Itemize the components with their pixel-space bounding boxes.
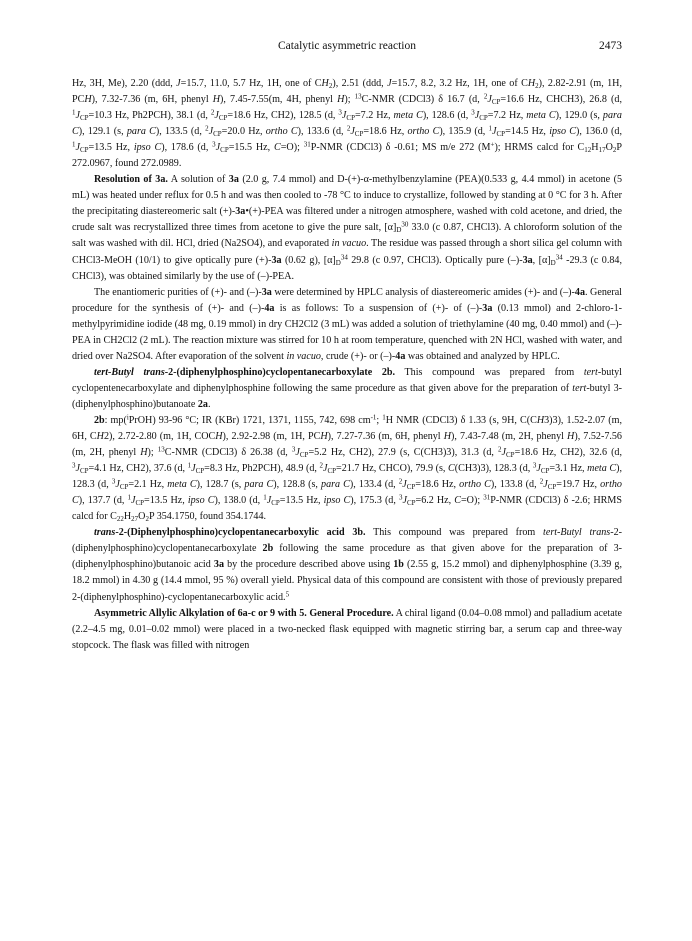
paragraph: trans-2-(Diphenylphosphino)cyclopentanecarboxylic acid 3b. This compound was prepared from tert-Butyl trans-2-(diphenylphosphino)cyclopentanecarboxylate 2b following the same procedure as that given above for the preparation of 3-(diphenylphosphino)butanoic acid 3a by the procedure described above using 1b (2.55 g, 15.2 mmol) and diphenylphosphine (3.39 g, 18.2 mmol) in 4.30 g (14.4 mmol, 95 %) overall yield. Physical data of this compound are consistent with those of previously prepared 2-(diphenylphosphino)-cyclopentanecarboxylic acid.$^5$ <box>72 527 622 603</box>
running-header <box>72 40 622 62</box>
paragraph: tert-Butyl trans-2-(diphenylphosphino)cyclopentanecarboxylate 2b. This compound was prepared from tert-butyl cyclopentenecarboxylate and diphenylphosphine following the same procedure as that given above for the preparation of tert-butyl 3-(diphenylphosphino)butanoate 2a. <box>72 366 622 410</box>
paragraph: Hz, 3H, Me), 2.20 (ddd, J=15.7, 11.0, 5.7 Hz, 1H, one of $CH_2$), 2.51 (ddd, J=15.7, 8.2, 3.2 Hz, 1H, one of $CH_2$), 2.82-2.91 (m, 1H, PCH), 7.32-7.36 (m, 6H, phenyl H), 7.45-7.55(m, 4H, phenyl H); $^{13}$C-NMR (CDCl3) δ 16.7 (d, $^2J_{CP}=16.6$ Hz, CHCH3), 26.8 (d, $^1J_{CP}=10.3$ Hz, Ph2PCH), 38.1 (d, $^2J_{CP}=18.6$ Hz, CH2), 128.5 (d, $^3J_{CP}=7.2$ Hz, meta C), 128.6 (d, $^3J_{CP}=7.2$ Hz, meta C), 129.0 (s, para C), 129.1 (s, para C), 133.5 (d, $^2J_{CP}=20.0$ Hz, ortho C), 133.6 (d, $^2J_{CP}=18.6$ Hz, ortho C), 135.9 (d, $^1J_{CP}=14.5$ Hz, ipso C), 136.0 (d, $^1J_{CP}=13.5$ Hz, ipso C), 178.6 (d, $^3J_{CP}=15.5$ Hz, C=O); $^{31}$P-NMR (CDCl3) δ -0.61; MS m/e 272 (M+); HRMS calcd for $C_{12}H_{17}O_2P$ 272.0967, found 272.0989. <box>72 78 622 170</box>
article-body <box>72 76 622 654</box>
running-title: Catalytic asymmetric reaction <box>278 40 416 52</box>
paragraph: Resolution of 3a. A solution of 3a (2.0 g, 7.4 mmol) and D-(+)-α-methylbenzylamine (PEA)(0.533 g, 4.4 mmol) in acetone (5 mL) was heated under reflux for 0.5 h and was then cooled to -78 °C to induce to crystallize, followed by standing at 0 °C for 3 h. After the precipitating diastereomeric salt (+)-3a•(+)-PEA was filtered under a nitrogen atmosphere, washed with cold acetone, and dried, the crude salt was recrystallized three times from acetone to give the pure salt, $[\alpha]_D^{30}$ 33.0 (c 0.87, CHCl3). A chloroform solution of the salt was washed with dil. HCl, dried (Na2SO4), and evaporated in vacuo. The residue was passed through a short silica gel column with CHCl3-MeOH (10/1) to give optically pure (+)-3a (0.62 g), $[\alpha]_D^{34}$ 29.8 (c 0.97, CHCl3). Optically pure (–)-3a, $[\alpha]_D^{34}$ -29.3 (c 0.84, CHCl3), was obtained similarly by the use of (–)-PEA. <box>72 174 623 282</box>
paragraph: 2b: mp($^i$PrOH) 93-96 °C; IR (KBr) 1721, 1371, 1155, 742, 698 $cm^{-1}$; $^1$H NMR (CDCl3) δ 1.33 (s, 9H, C(CH3)3), 1.52-2.07 (m, 6H, CH2), 2.72-2.80 (m, 1H, COCH), 2.92-2.98 (m, 1H, PCH), 7.27-7.36 (m, 6H, phenyl H), 7.43-7.48 (m, 2H, phenyl H), 7.52-7.56 (m, 2H, phenyl H); $^{13}$C-NMR (CDCl3) δ 26.38 (d, $^3J_{CP}=5.2$ Hz, CH2), 27.9 (s, C(CH3)3), 31.3 (d, $^2J_{CP}=18.6$ Hz, CH2), 32.6 (d, $^3J_{CP}=4.1$ Hz, CH2), 37.6 (d, $^1J_{CP}=8.3$ Hz, Ph2PCH), 48.9 (d, $^2J_{CP}=21.7$ Hz, CHCO), 79.9 (s, C(CH3)3), 128.3 (d, $^3J_{CP}=3.1$ Hz, meta C), 128.3 (d, $^3J_{CP}=2.1$ Hz, meta C), 128.7 (s, para C), 128.8 (s, para C), 133.4 (d, $^2J_{CP}=18.6$ Hz, ortho C), 133.8 (d, $^2J_{CP}=19.7$ Hz, ortho C), 137.7 (d, $^1J_{CP}=13.5$ Hz, ipso C), 138.0 (d, $^1J_{CP}=13.5$ Hz, ipso C), 175.3 (d, $^3J_{CP}=6.2$ Hz, C=O); $^{31}$P-NMR (CDCl3) δ -2.6; HRMS calcd for $C_{22}H_{27}O_2P$ 354.1750, found 354.1744. <box>72 413 623 524</box>
paragraph: The enantiomeric purities of (+)- and (–)-3a were determined by HPLC analysis of diastereomeric amides (+)- and (–)-4a. General procedure for the synthesis of (+)- and (–)-4a is as follows: To a suspension of (+)- of (–)-3a (0.13 mmol) and 2-chloro-1-methylpyrimidine iodide (48 mg, 0.19 mmol) in dry CH2Cl2 (3 mL) was added a solution of triethylamine (40 mg, 0.40 mmol) and (–)-PEA in CH2Cl2 (2 mL). The reaction mixture was stirred for 10 h at room temperature, quenched with 2N HCl, washed with water, and dried over Na2SO4. After evaporation of the solvent in vacuo, crude (+)- or (–)-4a was obtained and analyzed by HPLC. <box>72 286 622 362</box>
paragraph: Asymmetric Allylic Alkylation of 6a-c or 9 with 5. General Procedure. A chiral ligand (0.04–0.08 mmol) and palladium acetate (2.2–4.5 mg, 0.01–0.02 mmol) were placed in a two-necked flask equipped with magnetic stirring bar, a serum cap and three-way stopcock. The flask was filled with nitrogen <box>72 607 622 651</box>
page-number: 2473 <box>599 40 622 52</box>
